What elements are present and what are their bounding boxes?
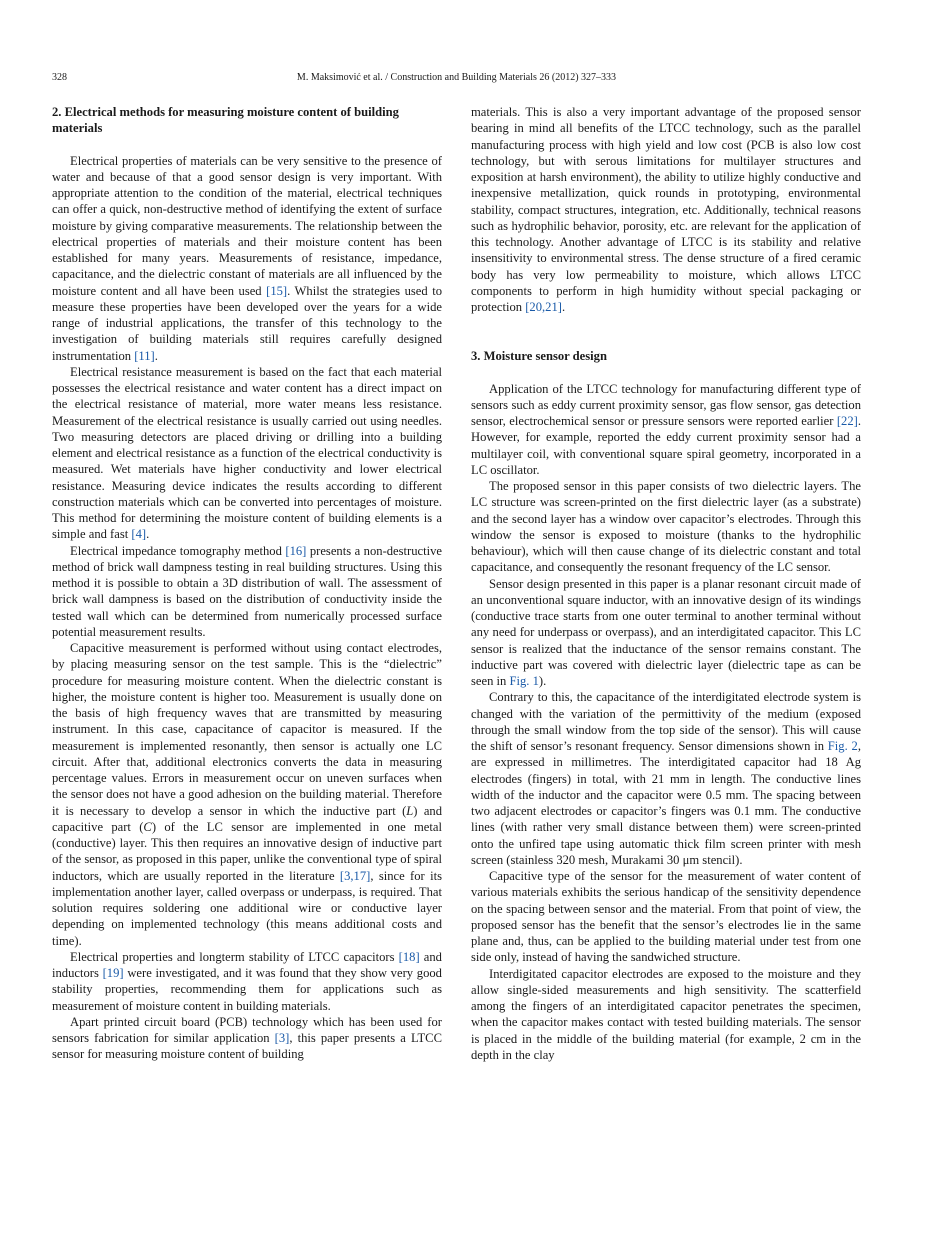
paragraph: Electrical impedance tomography method [16] presents a non-destructive method of brick wall dampness testing in real building structures. Using this method it is possible to obtain a 3D distribution of wall. The assessment of brick wall dampness is based on the distribution of conductivity inside the tested wall which can be determined from numerically processed surface potential measurement results. bbox=[52, 543, 443, 639]
page-number: 328 bbox=[52, 72, 67, 83]
paragraph: Contrary to this, the capacitance of the interdigitated electrode system is changed with the variation of the permittivity of the medium (exposed through the small window from the top side of the sensor). This will cause the shift of sensor’s resonant frequency. Sensor dimensions shown in Fig. 2, are expressed in millimetres. The interdigitated capacitor had 18 Ag electrodes (fingers) in total, with 21 mm in length. The conductive lines width of the inductor and the capacitor were 0.5 mm. The spacing between two adjacent electrodes or capacitor’s fingers was 0.1 mm. The conductive lines (with rather very small distance between them) were screen-printed onto the unfired tape using automatic thick film screen printer with mesh screen (stainless 320 mesh, Murakami 30 μm stencil). bbox=[471, 690, 861, 867]
paragraph: The proposed sensor in this paper consists of two dielectric layers. The LC structure was screen-printed on the first dielectric layer (as a substrate) and the second layer has a window over capacitor’s electrodes. Through this window the sensor is exposed to moisture (thanks to the hydrophilic behaviour), which will then cause change of its dielectric constant and total capacitance, and consequently the resonant frequency of the LC sensor. bbox=[471, 479, 861, 575]
citation-link[interactable]: [4] bbox=[131, 527, 147, 542]
paragraph: Interdigitated capacitor electrodes are exposed to the moisture and they allow single-sided measurements and high sensitivity. The scatterfield among the fingers of an interdigitated capacitor penetrates the specimen, when the capacitor makes contact with tested building materials. The sensor is placed in the middle of the building material (for example, 2 cm in the depth in the clay bbox=[471, 966, 861, 1062]
right-column bbox=[471, 104, 861, 1063]
citation-link[interactable]: [3] bbox=[274, 1031, 290, 1045]
paragraph: Capacitive measurement is performed without using contact electrodes, by placing measuring sensor on the test sample. This is the “dielectric” procedure for measuring moisture content. When the dielectric constant is higher, the moisture content is higher too. Measurement is usually done on the basis of high frequency waves that are transmitted by measuring instrument. In this case, capacitance of capacitor is measured. If the measurement is implemented resonantly, then sensor is actually one LC circuit. After that, additional electronics converts the data in measuring percentage values. Errors in measurement occur on uneven surfaces when the sensor does not have a good adhesion on the building material. Therefore it is necessary to develop a sensor in which the inductive part (L) and capacitive part (C) of the LC sensor are implemented in one metal (conductive) layer. This then requires an innovative design of inductive part of the sensor, as proposed in this paper, unlike the conventional type of spiral inductors, which are usually reported in the literature [3,17], since for its implementation another layer, called overpass or underpass, is required. That solution requires soldering one additional wire or conductive layer depending on implemented technology (this means additional costs and time). bbox=[52, 641, 442, 948]
section-2-heading: 2. Electrical methods for measuring moisture content of building materials bbox=[52, 105, 399, 136]
figure-link[interactable]: Fig. 2 bbox=[827, 739, 858, 753]
section-3-heading: 3. Moisture sensor design bbox=[471, 349, 607, 364]
paragraph: Electrical resistance measurement is based on the fact that each material possesses the electrical resistance and water content has a direct impact on the electrical resistance of material, more water means less resistance. Measurement of the electrical resistance is usually carried out using needles. Two measuring detectors are placed driving or drilling into a building element and electrical resistance as a function of the electrical conductivity is measured. Wet materials have higher conductivity and lower electrical resistance. Measuring device indicates the results according to different construction materials which can be converted into percentages of moisture. This method for determining the moisture content of building elements is a simple and fast [4]. bbox=[52, 364, 442, 542]
figure-link[interactable]: Fig. 1 bbox=[509, 674, 539, 688]
paragraph: Apart printed circuit board (PCB) technology which has been used for sensors fabrication for similar application [3], this paper presents a LTCC sensor for measuring moisture content of building bbox=[52, 1014, 442, 1062]
citation-link[interactable]: [16] bbox=[285, 543, 307, 558]
paragraph: Electrical properties and longterm stability of LTCC capacitors [18] and inductors [19] were investigated, and it was found that they show very good stability properties, recommending them for applications such as measurement of moisture content in building materials. bbox=[52, 949, 442, 1013]
page-header bbox=[52, 72, 861, 88]
running-head: M. Maksimović et al. / Construction and Building Materials 26 (2012) 327–333 bbox=[296, 72, 617, 83]
citation-link[interactable]: [15] bbox=[266, 283, 288, 298]
citation-link[interactable]: [22] bbox=[836, 414, 858, 428]
citation-link[interactable]: [19] bbox=[102, 966, 124, 980]
paragraph: materials. This is also a very important advantage of the proposed sensor bearing in mind all benefits of the LTCC technology, such as the parallel manufacturing process with high yield and low cost (PCB is also low cost technology, but with serous limitations for multilayer structures and exposition at harsh environment), the ability to utilize highly conductive and inexpensive metallization, quick rounds in prototyping, environmental stability, compact structures, integration, etc. Additionally, technical reasons such as hydrophilic behavior, porosity, etc. are relevant for the application of this technology. Another advantage of LTCC is its stability and relative insensitivity to environmental stress. The dense structure of a fired ceramic body has very low permeability to moisture, which allows LTCC components to perform in high humidity without special packaging or protection [20,21]. bbox=[471, 105, 861, 314]
paragraph: Application of the LTCC technology for manufacturing different type of sensors such as eddy current proximity sensor, gas flow sensor, gas detection sensor, electrochemical sensor or pressure sensors were reported earlier [22]. However, for example, reported the eddy current proximity sensor had a multilayer coil, with conventional square spiral geometry, incorporated in a LC oscillator. bbox=[471, 381, 861, 477]
citation-link[interactable]: [3,17] bbox=[339, 868, 371, 883]
paragraph: Sensor design presented in this paper is a planar resonant circuit made of an unconventional square inductor, with an innovative design of its windings (conductive trace starts from one outer terminal to another terminal without any need for underpass or overpass), and an interdigitated capacitor. This LC sensor is realized that the inductance of the sensor remains constant. The inductive part was covered with dielectric layer (dielectric tape as can be seen in Fig. 1). bbox=[471, 576, 861, 688]
citation-link[interactable]: [20,21] bbox=[525, 300, 562, 314]
citation-link[interactable]: [18] bbox=[398, 949, 420, 964]
left-column bbox=[52, 104, 442, 1063]
citation-link[interactable]: [11] bbox=[134, 348, 155, 363]
paragraph: Capacitive type of the sensor for the measurement of water content of various materials exhibits the serious handicap of the sensitivity dependence on the spacing between sensor and the material. From that point of view, the proposed sensor has the benefit that the sensor’s electrodes lie in the same plane and, thus, can be applied to the building material under test from one side only, instead of having the sandwiched structure. bbox=[471, 869, 861, 965]
paragraph: Electrical properties of materials can be very sensitive to the presence of water and because of that a good sensor design is very important. With appropriate attention to the condition of the material, electrical techniques can offer a quick, non-destructive method of identifying the extent of surface moisture by giving comparative measurements. The relationship between the electrical properties of materials and their moisture content has been established for many years. Measurements of resistance, impedance, capacitance, and the dielectric constant of materials are all influenced by the moisture content and all have been used [15]. Whilst the strategies used to measure these properties have been developed over the years for a wide range of industrial applications, the transfer of this technology to the investigation of building materials still requires carefully designed instrumentation [11]. bbox=[52, 153, 442, 363]
